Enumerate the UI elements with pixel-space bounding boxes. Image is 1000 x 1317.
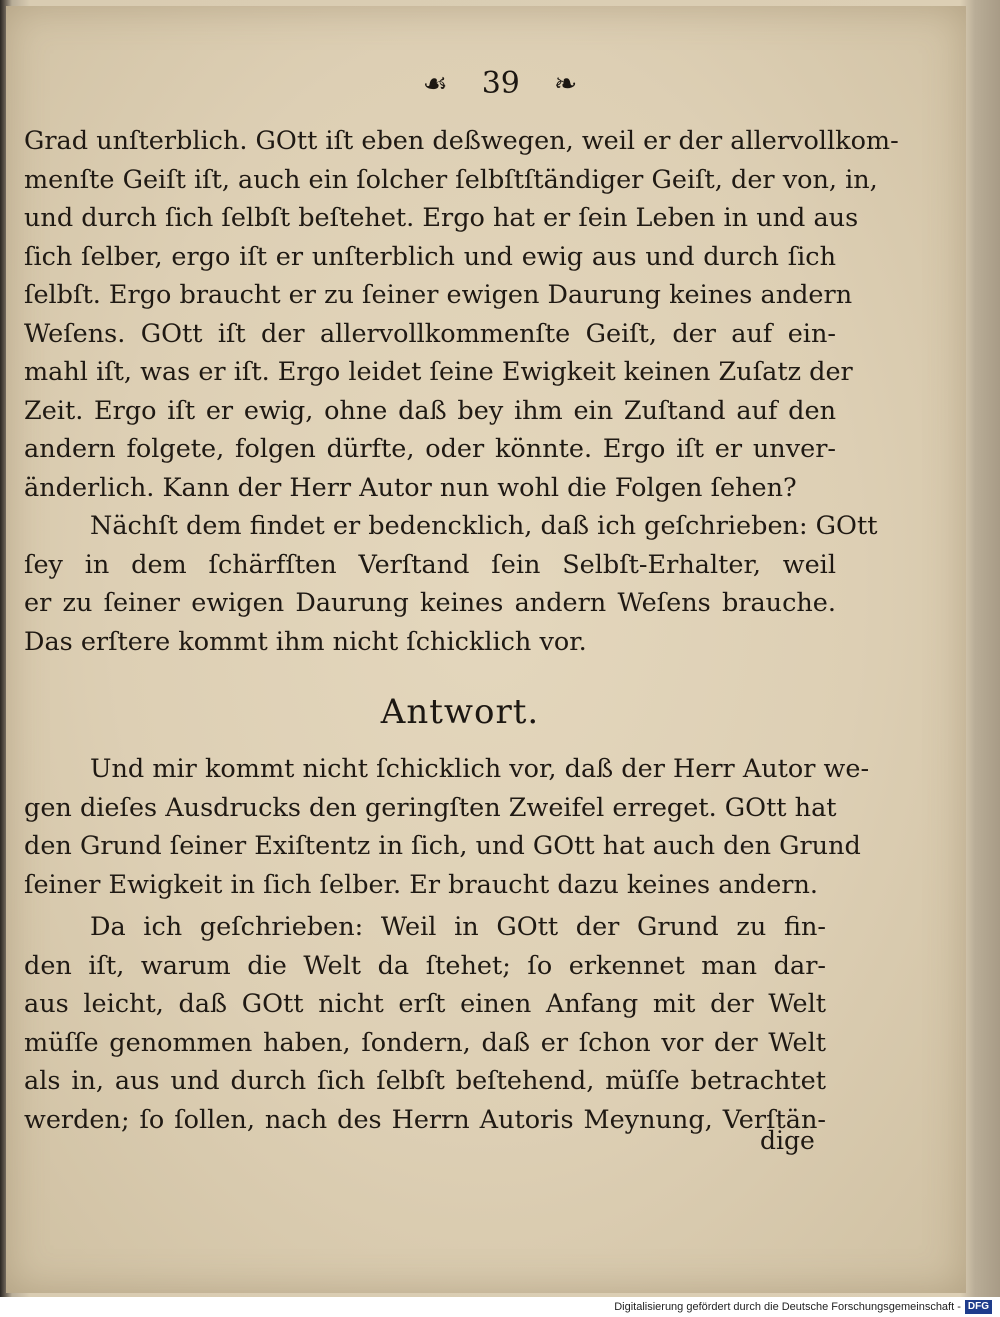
text-line: änderlich. Kann der Herr Autor nun wohl die Folgen ſehen? (24, 472, 797, 503)
digitization-footer (0, 1297, 1000, 1317)
text-line: andern folgete, folgen dürfte, oder könnte. Ergo iſt er unver- (24, 434, 836, 464)
text-line: den Grund ſeiner Exiſtentz in ſich, und GOtt hat auch den Grund (24, 831, 861, 861)
text-line: menſte Geiſt iſt, auch ein ſolcher ſelbſtſtändiger Geiſt, der von, in, (24, 164, 878, 195)
text-line: Nächſt dem findet er bedencklich, daß ich geſchrieben: GOtt (90, 511, 878, 541)
paragraph-1 (24, 122, 899, 661)
text-line: ſeiner Ewigkeit in ſich ſelber. Er braucht dazu keines andern. (24, 869, 819, 900)
text-line: mahl iſt, was er iſt. Ergo leidet ſeine Ewigkeit keinen Zuſatz der (24, 357, 853, 387)
text-line: er zu ſeiner ewigen Daurung keines andern Weſens brauche. (24, 588, 836, 618)
text-line: müſſe genommen haben, ſondern, daß er ſchon vor der Welt (24, 1027, 826, 1058)
dfg-logo: DFG (965, 1300, 992, 1314)
text-line: gen dieſes Ausdrucks den geringſten Zweifel erreget. GOtt hat (24, 792, 837, 823)
text-line: als in, aus und durch ſich ſelbſt beſtehend, müſſe betrachtet (24, 1066, 826, 1096)
text-line: Weſens. GOtt iſt der allervollkommenſte Geiſt, der auf ein- (24, 318, 836, 349)
text-line: Grad unſterblich. GOtt iſt eben deßwegen, weil er der allervollkom- (24, 126, 899, 156)
catchword: dige (760, 1126, 815, 1155)
text-line: aus leicht, daß GOtt nicht erſt einen Anfang mit der Welt (24, 989, 826, 1019)
text-line: den iſt, warum die Welt da ſtehet; ſo erkennet man dar- (24, 950, 826, 981)
right-ornament-icon: ❧ (553, 67, 578, 100)
section-heading: Antwort. (380, 692, 540, 732)
text-line: Zeit. Ergo iſt er ewig, ohne daß bey ihm ein Zuſtand auf den (24, 395, 836, 426)
text-line: ſelbſt. Ergo braucht er zu ſeiner ewigen Daurung keines andern (24, 280, 853, 310)
left-ornament-icon: ☙ (422, 67, 448, 100)
text-line: Und mir kommt nicht ſchicklich vor, daß der Herr Autor we- (90, 754, 870, 784)
page-header (0, 66, 1000, 101)
text-line: und durch ſich ſelbſt beſtehet. Ergo hat er ſein Leben in und aus (24, 203, 859, 233)
text-line: werden; ſo ſollen, nach des Herrn Autoris Meynung, Verſtän- (24, 1104, 826, 1135)
footer-text: Digitalisierung gefördert durch die Deutsche Forschungsgemeinschaft - (614, 1301, 961, 1313)
paragraph-da (24, 908, 826, 1139)
text-line: ſey in dem ſchärfſten Verſtand ſein Selbſt-Erhalter, weil (24, 549, 836, 580)
text-line: Da ich geſchrieben: Weil in GOtt der Grund zu fin- (90, 912, 826, 942)
paragraph-antwort (24, 750, 870, 904)
page-number: 39 (481, 66, 520, 101)
text-line: Das erſtere kommt ihm nicht ſchicklich vor. (24, 626, 587, 657)
text-line: ſich ſelber, ergo iſt er unſterblich und ewig aus und durch ſich (24, 241, 836, 272)
